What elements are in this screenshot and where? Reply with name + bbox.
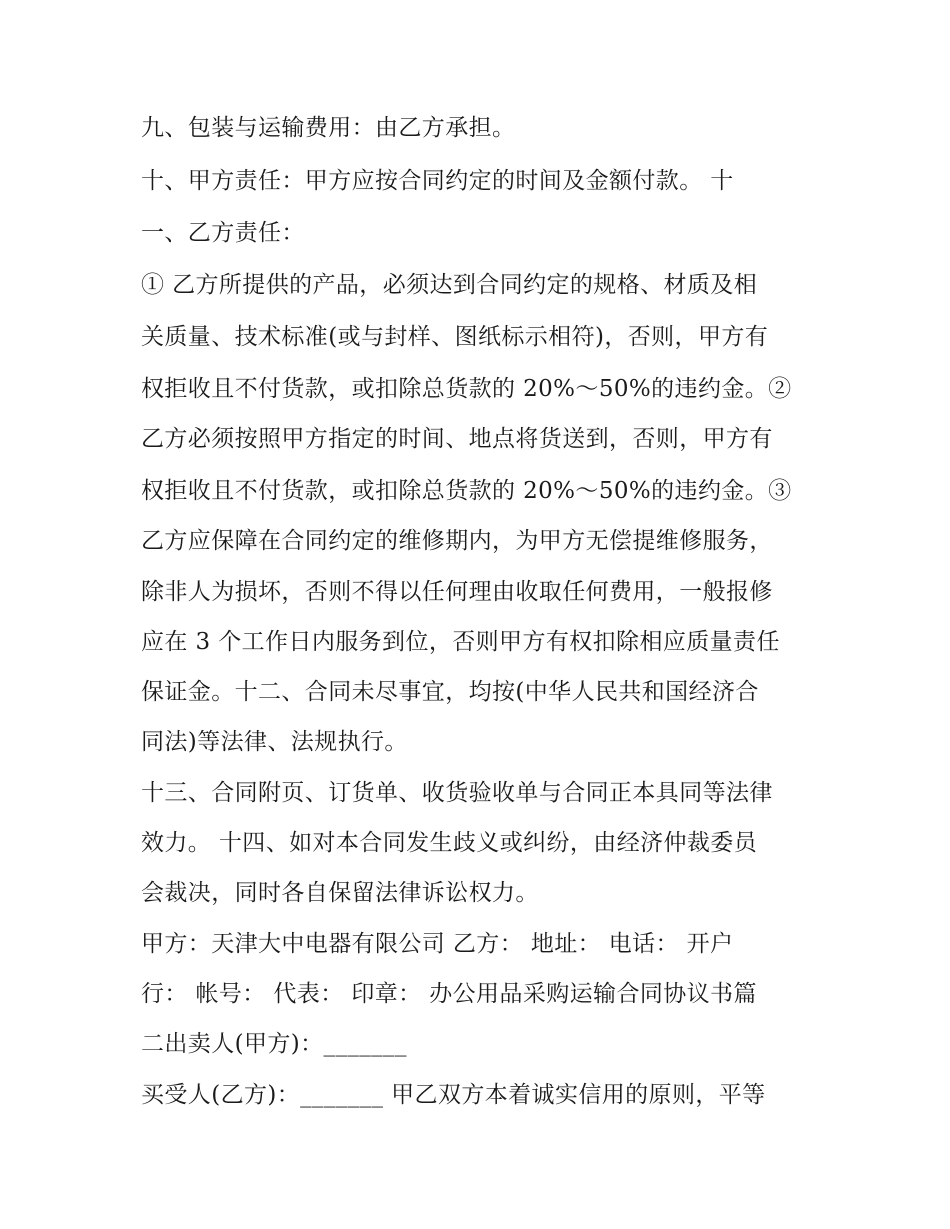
text-line-19: 二出卖人(甲方)：_______ <box>141 1031 407 1057</box>
text-line-2: 十、甲方责任：甲方应按合同约定的时间及金额付款。 十 <box>141 168 734 194</box>
text-line-12: 保证金。十二、合同未尽事宜，均按(中华人民共和国经济合 <box>141 679 759 705</box>
text-line-16: 会裁决，同时各自保留法律诉讼权力。 <box>141 880 539 906</box>
text-line-3: 一、乙方责任： <box>141 220 305 246</box>
text-line-9: 乙方应保障在合同约定的维修期内，为甲方无偿提维修服务， <box>141 528 773 554</box>
text-line-14: 十三、合同附页、订货单、收货验收单与合同正本具同等法律 <box>141 780 773 806</box>
text-line-6: 权拒收且不付货款，或扣除总货款的 20%～50%的违约金。② <box>141 376 792 402</box>
text-line-8: 权拒收且不付货款，或扣除总货款的 20%～50%的违约金。③ <box>141 478 792 504</box>
text-line-10: 除非人为损坏，否则不得以任何理由收取任何费用，一般报修 <box>141 579 773 605</box>
text-line-17: 甲方：天津大中电器有限公司 乙方： 地址： 电话： 开户 <box>141 931 734 957</box>
text-line-7: 乙方必须按照甲方指定的时间、地点将货送到，否则，甲方有 <box>141 426 773 452</box>
text-line-11: 应在 3 个工作日内服务到位，否则甲方有权扣除相应质量责任 <box>141 629 780 655</box>
text-line-5: 关质量、技术标准(或与封样、图纸标示相符)，否则，甲方有 <box>141 324 769 350</box>
text-line-13: 同法)等法律、法规执行。 <box>141 729 408 755</box>
text-line-20: 买受人(乙方)：_______ 甲乙双方本着诚实信用的原则，平等 <box>141 1082 766 1108</box>
text-line-1: 九、包装与运输费用：由乙方承担。 <box>141 115 516 141</box>
text-line-4: ① 乙方所提供的产品，必须达到合同约定的规格、材质及相 <box>141 272 758 298</box>
text-line-18: 行： 帐号： 代表： 印章： 办公用品采购运输合同协议书篇 <box>141 981 757 1007</box>
text-line-15: 效力。 十四、如对本合同发生歧义或纠纷，由经济仲裁委员 <box>141 830 758 856</box>
